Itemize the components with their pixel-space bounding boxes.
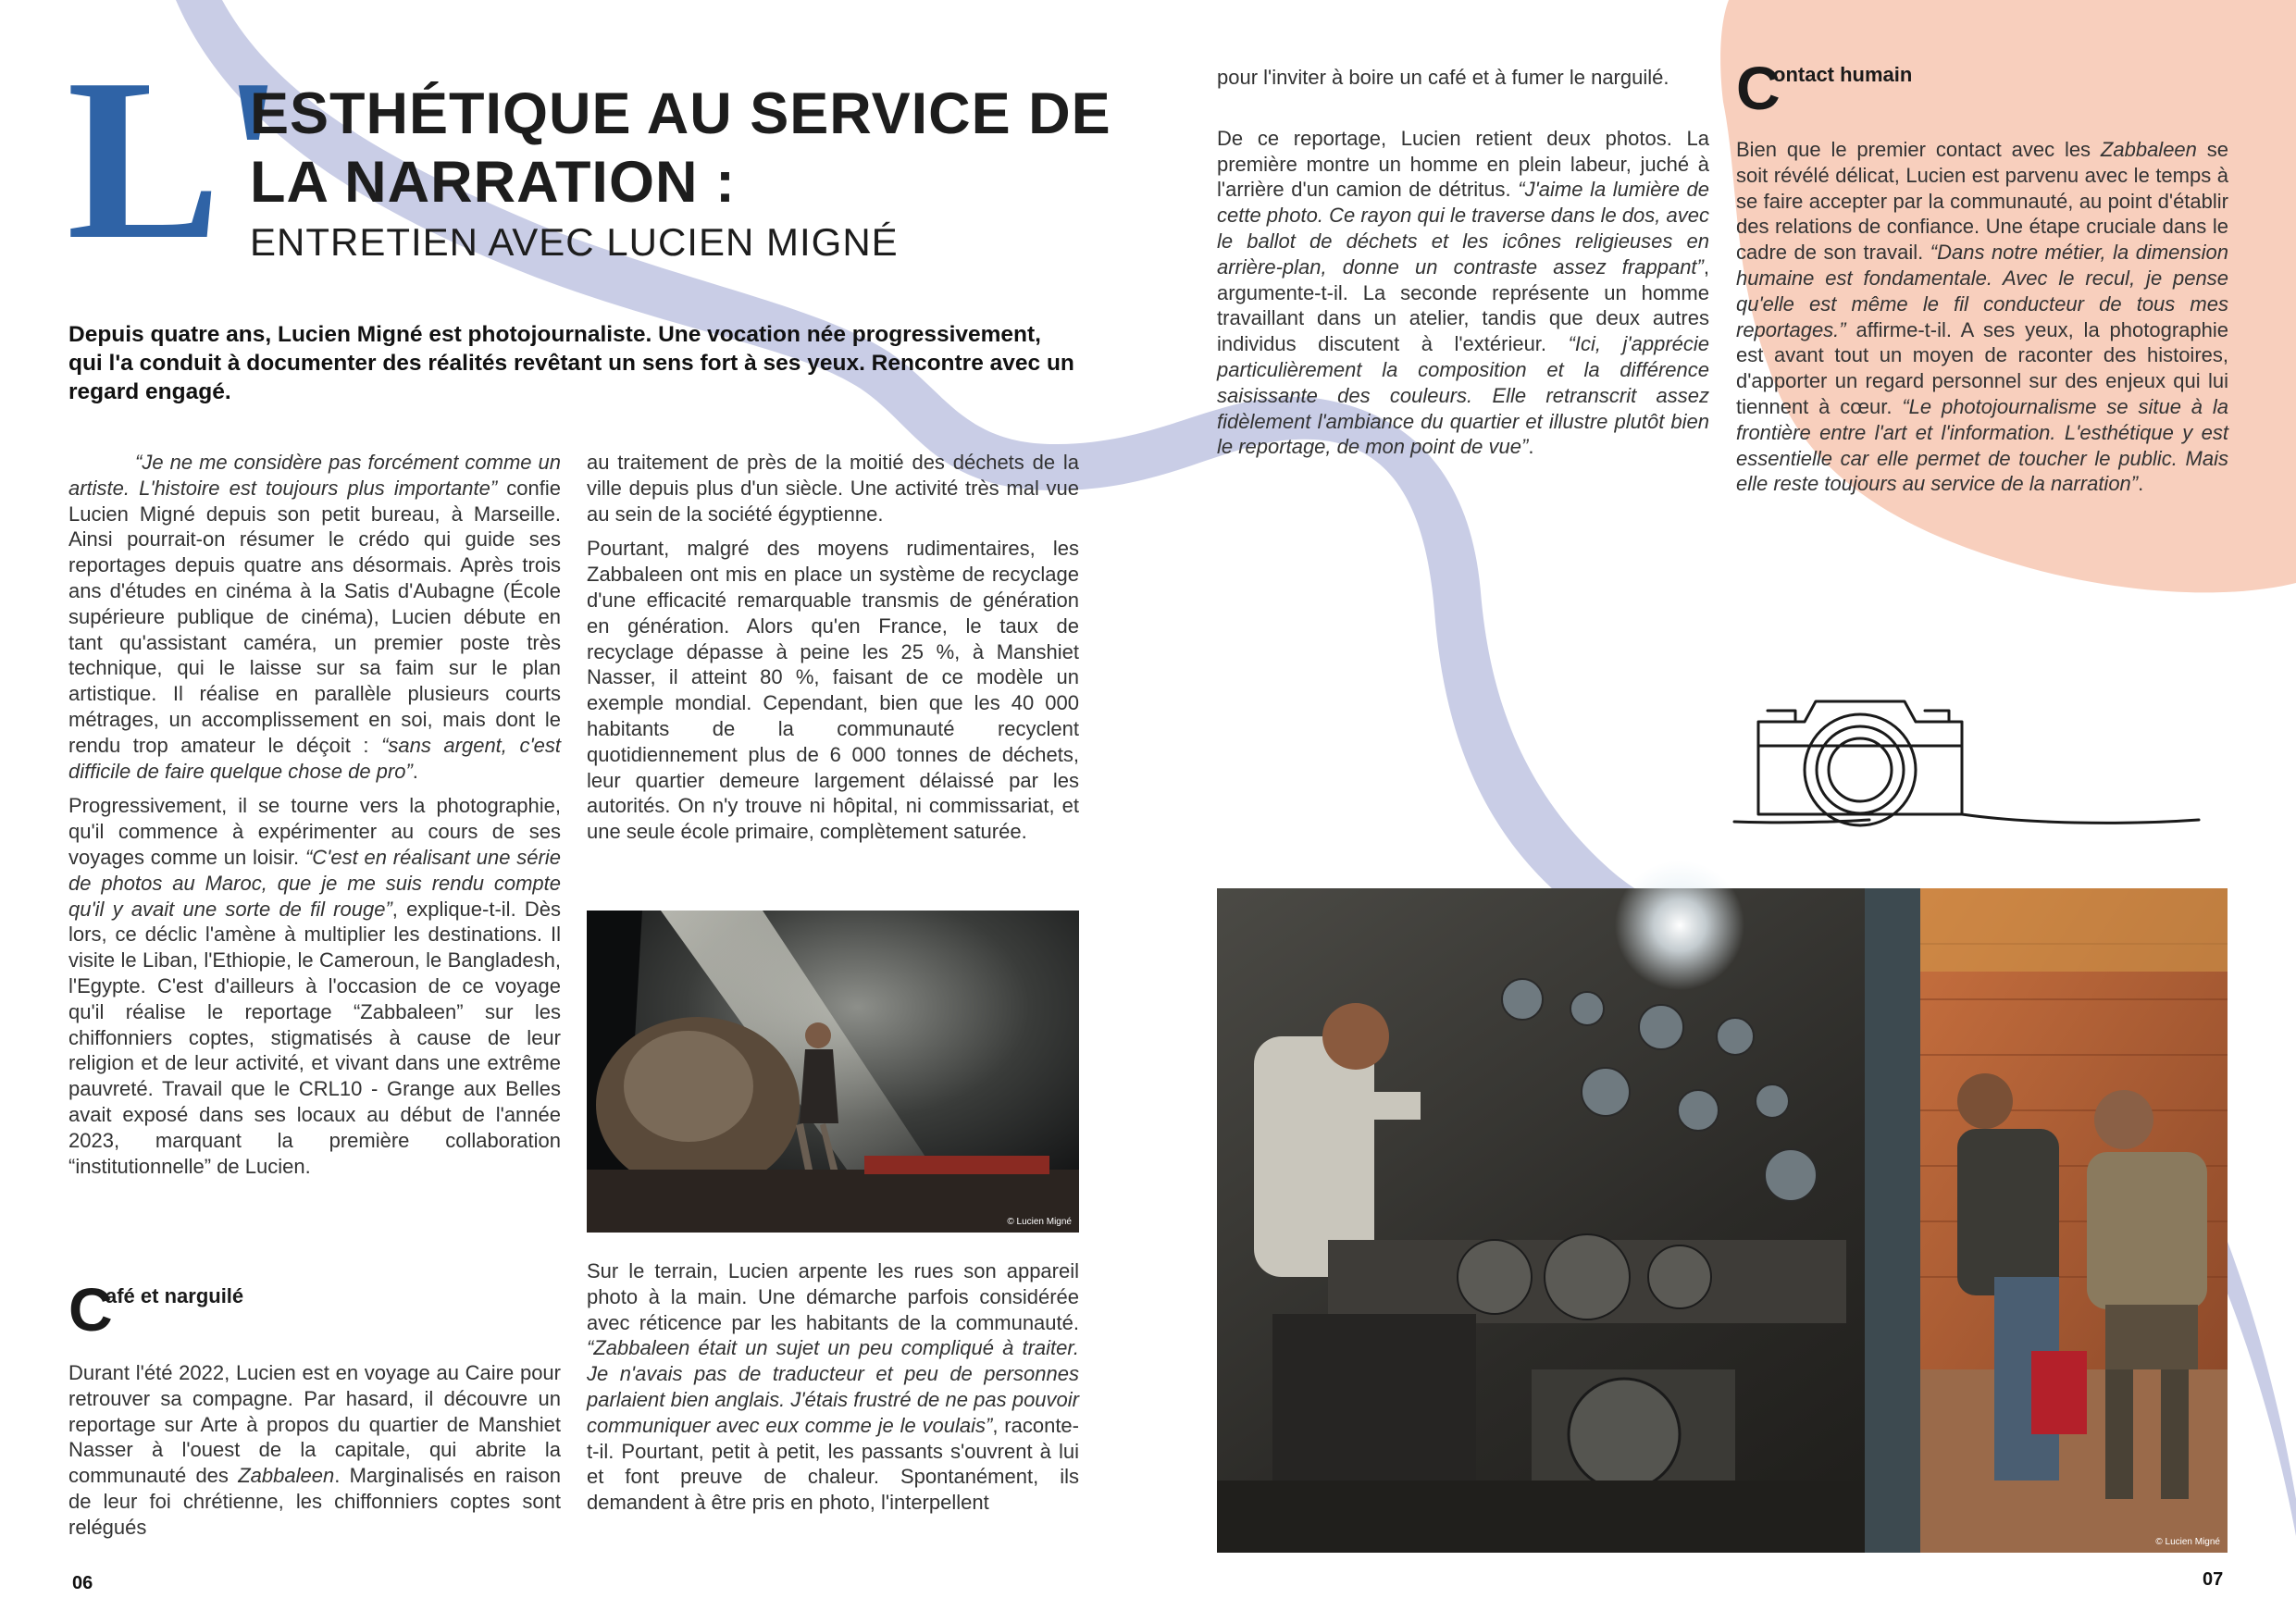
column-1-continued: [68, 1360, 561, 1550]
section-heading-cafe: [68, 1275, 561, 1344]
photo-credit: © Lucien Migné: [1007, 1217, 1072, 1227]
article-subtitle: ENTRETIEN AVEC LUCIEN MIGNÉ: [250, 220, 899, 264]
col1-paragraph-2: Progressivement, il se tourne vers la photographie, qu'il commence à expérimenter au cours de ses voyages comme un loisir. “C'est en réalisant une série de photos au Maroc, que je me suis rendu compte qu'il y avait une sorte de fil rouge”, explique-t-il. Dès lors, ce déclic l'amène à multiplier les destinations. Il visite le Liban, l'Ethiopie, le Cameroun, le Bangladesh, l'Egypte. C'est d'ailleurs à l'occasion de ce voyage qu'il réalise le reportage “Zabbaleen” sur les chiffonniers coptes, stigmatisés à cause de leur religion et de leur activité, et vivant dans une extrême pauvreté. Travail que le CRL10 - Grange aux Belles avait exposé dans ses locaux au début de l'année 2023, marquant la première collaboration “institutionnelle” de Lucien.: [68, 794, 561, 1178]
col1-paragraph-3: Durant l'été 2022, Lucien est en voyage au Caire pour retrouver sa compagne. Par hasard, il découvre un reportage sur Arte à propos du quartier de Manshiet Nasser à l'ouest de la capitale, qui abrite la communauté des Zabbaleen. Marginalisés en raison de leur foi chrétienne, les chiffonniers coptes sont relégués: [68, 1361, 561, 1539]
section-title: ontact humain: [1773, 63, 1913, 86]
col2-paragraph-2: Pourtant, malgré des moyens rudimentaires, les Zabbaleen ont mis en place un système de recyclage d'une efficacité remarquable transmis de génération en génération. Alors qu'en France, le taux de recyclage dépasse à peine les 25 %, à Manshiet Nasser, il atteint 80 %, faisant de ce modèle un exemple mondial. Cependant, bien que les 40 000 habitants de la communauté recyclent quotidiennement plus de 6 000 tonnes de déchets, leur quartier demeure largement délaissé par les autorités. On n'y trouve ni hôpital, ni commissariat, et une seule école primaire, complètement saturée.: [587, 537, 1079, 844]
photo-credit: © Lucien Migné: [2155, 1537, 2220, 1547]
col4-paragraph-1: Bien que le premier contact avec les Zabbaleen se soit révélé délicat, Lucien est parvenu avec le temps à se faire accepter par la communauté, au point d'établir des relations de confiance. Une étape cruciale dans le cadre de son travail. “Dans notre métier, la dimension humaine est fondamentale. Avec le recul, je pense qu'elle est même le fil conducteur de tous mes reportages.” affirme-t-il. A ses yeux, la photographie est avant tout un moyen de raconter des histoires, d'apporter un regard personnel sur des enjeux qui lui tiennent à cœur. “Le photojournalisme se situe à la frontière entre l'art et l'information. L'esthétique y est essentielle car elle permet de toucher le public. Mais elle reste toujours au service de la narration”.: [1736, 138, 2228, 496]
column-2: [587, 450, 1079, 854]
col3-paragraph-2: De ce reportage, Lucien retient deux photos. La première montre un homme en plein labeur, juché à l'arrière d'un camion de détritus. “J'aime la lumière de cette photo. Ce rayon qui le traverse dans le dos, avec le ballot de déchets et les icônes religieuses en arrière-plan, donne un contraste assez frappant”, argumente-t-il. La seconde représente un homme travaillant dans un atelier, tandis que deux autres individus discutent à l'extérieur. “Ici, j'apprécie particulièrement la composition et la différence saisissante des couleurs. Elle retranscrit assez fidèlement l'ambiance du quartier et illustre plutôt bien le reportage, de mon point de vue”.: [1217, 126, 1710, 459]
page-number-right: 07: [2203, 1569, 2224, 1590]
article-lead: Depuis quatre ans, Lucien Migné est photojournaliste. Une vocation née progressivement, qui l'a conduit à documenter des réalités revêtant un sens fort à ses yeux. Rencontre avec un regard engagé.: [68, 322, 1074, 404]
section-heading-contact: [1736, 54, 2228, 122]
photo-garbage-truck: [587, 911, 1079, 1233]
drop-cap-letter: [67, 31, 286, 288]
camera-line-drawing-icon: [1731, 685, 2203, 847]
column-2-continued: [587, 1258, 1079, 1525]
col2-paragraph-1: au traitement de près de la moitié des déchets de la ville depuis plus d'un siècle. Une activité très mal vue au sein de la société égyptienne.: [587, 451, 1079, 526]
col3-paragraph-1: pour l'inviter à boire un café et à fumer le narguilé.: [1217, 66, 1669, 89]
title-line-2: LA NARRATION :: [250, 150, 736, 215]
article-title: [250, 80, 1157, 217]
col2-paragraph-3: Sur le terrain, Lucien arpente les rues son appareil photo à la main. Une démarche parfois considérée avec réticence par les habitants de la communauté. “Zabbaleen était un sujet un peu compliqué à traiter. Je n'avais pas de traducteur et peu de personnes parlaient bien anglais. J'étais frustré de ne pas pouvoir communiquer avec eux comme je le voulais”, raconte-t-il. Pourtant, petit à petit, les passants s'ouvrent à lui et font preuve de chaleur. Spontanément, ils demandent à être pris en photo, l'interpellent: [587, 1259, 1079, 1515]
section-title: afé et narguilé: [105, 1284, 244, 1307]
section-initial: C: [68, 1275, 113, 1344]
photo-workshop-image: [1217, 888, 2228, 1553]
photo-garbage-truck-image: [587, 911, 1079, 1233]
title-line-1: ESTHÉTIQUE AU SERVICE DE: [250, 81, 1111, 146]
photo-workshop: [1217, 888, 2228, 1553]
section-initial: C: [1736, 54, 1781, 122]
column-3: [1217, 65, 1709, 469]
col1-paragraph-1: “Je ne me considère pas forcément comme un artiste. L'histoire est toujours plus importante” confie Lucien Migné depuis son petit bureau, à Marseille. Ainsi pourrait-on résumer le crédo qui guide ses reportages depuis quatre ans désormais. Après trois ans d'études en cinéma à la Satis d'Aubagne (École supérieure publique de cinéma), Lucien débute en tant qu'assistant caméra, un premier poste très technique, qui le laisse sur sa faim sur le plan artistique. Il réalise en parallèle plusieurs courts métrages, un accomplissement en soi, mais dont le rendu trop amateur le déçoit : “sans argent, c'est difficile de faire quelque chose de pro”.: [68, 451, 561, 783]
drop-cap-text: L': [67, 31, 286, 288]
column-4: [1736, 137, 2228, 506]
page-number-left: 06: [72, 1573, 93, 1593]
column-1: [68, 450, 561, 1188]
